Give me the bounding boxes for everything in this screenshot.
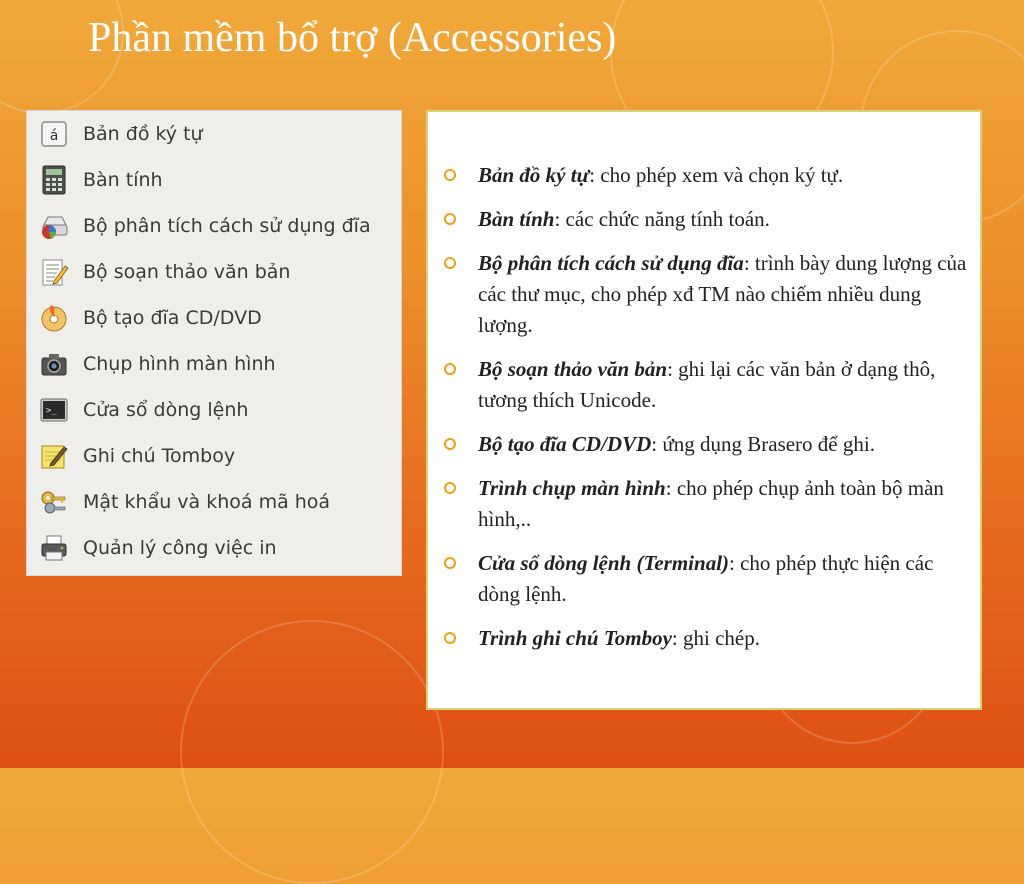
calculator-icon — [37, 163, 71, 197]
menu-item-label: Bản đồ ký tự — [83, 123, 203, 145]
description-list — [442, 160, 972, 667]
menu-item-label: Bàn tính — [83, 169, 163, 191]
terminal-icon — [37, 393, 71, 427]
accessories-menu — [26, 110, 402, 576]
description-item — [442, 354, 972, 416]
description-item — [442, 160, 972, 191]
disk-usage-analyzer-icon — [37, 209, 71, 243]
menu-item-label: Ghi chú Tomboy — [83, 445, 236, 467]
description-term: Trình ghi chú Tomboy — [478, 626, 672, 650]
circle-bullet-icon — [444, 438, 456, 450]
description-text: : ghi lại các văn bản ở dạng thô, tương thích Unicode. — [478, 357, 936, 412]
menu-item-text-editor[interactable] — [27, 249, 403, 295]
description-text: : các chức năng tính toán. — [554, 207, 770, 231]
printer-icon — [37, 531, 71, 565]
menu-item-label: Chụp hình màn hình — [83, 353, 276, 375]
keys-icon — [37, 485, 71, 519]
description-term: Bản đồ ký tự — [478, 163, 590, 187]
description-term: Trình chụp màn hình — [478, 476, 666, 500]
menu-item-cd-burner[interactable] — [27, 295, 403, 341]
svg-text:>_: >_ — [46, 406, 57, 416]
circle-bullet-icon — [444, 363, 456, 375]
character-map-icon — [37, 117, 71, 151]
menu-item-print-manager[interactable] — [27, 525, 403, 571]
menu-item-screenshot[interactable] — [27, 341, 403, 387]
notes-icon — [37, 439, 71, 473]
cd-burner-icon — [37, 301, 71, 335]
menu-item-calculator[interactable] — [27, 157, 403, 203]
description-item — [442, 473, 972, 535]
description-item — [442, 204, 972, 235]
menu-item-label: Cửa sổ dòng lệnh — [83, 399, 249, 421]
description-term: Cửa sổ dòng lệnh (Terminal) — [478, 551, 730, 575]
background-circle — [180, 620, 444, 884]
circle-bullet-icon — [444, 482, 456, 494]
menu-item-label: Mật khẩu và khoá mã hoá — [83, 491, 331, 513]
menu-item-disk-usage-analyzer[interactable] — [27, 203, 403, 249]
description-item — [442, 623, 972, 654]
description-box — [426, 110, 982, 710]
menu-item-passwords-keys[interactable] — [27, 479, 403, 525]
circle-bullet-icon — [444, 213, 456, 225]
svg-text:á: á — [49, 128, 59, 144]
description-item — [442, 548, 972, 610]
description-item — [442, 429, 972, 460]
description-text: : cho phép thực hiện các dòng lệnh. — [478, 551, 934, 606]
menu-item-label: Quản lý công việc in — [83, 537, 277, 559]
description-text: : ứng dụng Brasero để ghi. — [651, 432, 875, 456]
circle-bullet-icon — [444, 257, 456, 269]
menu-item-label: Bộ phân tích cách sử dụng đĩa — [83, 215, 371, 237]
menu-item-terminal[interactable] — [27, 387, 403, 433]
circle-bullet-icon — [444, 557, 456, 569]
menu-item-character-map[interactable] — [27, 111, 403, 157]
description-text: : trình bày dung lượng của các thư mục, cho phép xđ TM nào chiếm nhiều dung lượng. — [478, 251, 967, 337]
slide-title: Phần mềm bổ trợ (Accessories) — [88, 15, 617, 61]
description-text: : ghi chép. — [671, 626, 760, 650]
menu-item-label: Bộ soạn thảo văn bản — [83, 261, 291, 283]
camera-icon — [37, 347, 71, 381]
description-term: Bộ soạn thảo văn bản — [478, 357, 668, 381]
menu-item-tomboy[interactable] — [27, 433, 403, 479]
description-term: Bộ tạo đĩa CD/DVD — [478, 432, 652, 456]
description-text: : cho phép chụp ảnh toàn bộ màn hình,.. — [478, 476, 944, 531]
circle-bullet-icon — [444, 632, 456, 644]
description-text: : cho phép xem và chọn ký tự. — [589, 163, 844, 187]
circle-bullet-icon — [444, 169, 456, 181]
description-term: Bàn tính — [478, 207, 555, 231]
text-editor-icon — [37, 255, 71, 289]
description-term: Bộ phân tích cách sử dụng đĩa — [478, 251, 744, 275]
description-item — [442, 248, 972, 341]
menu-item-label: Bộ tạo đĩa CD/DVD — [83, 307, 262, 329]
